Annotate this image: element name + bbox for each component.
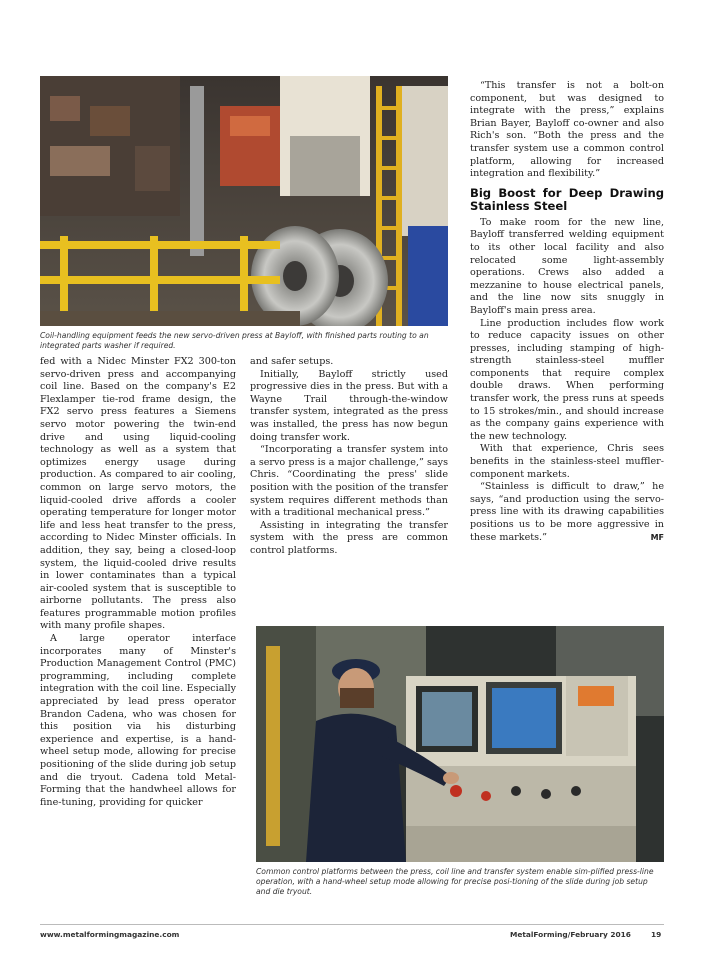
- photo-operator-control-panel: [256, 626, 664, 862]
- caption-bottom-photo: Common control platforms between the press, coil line and transfer system enable sim-plified press-line operation, with a hand-wheel setup mode allowing for precise posi-tioning of the slide during job setup and die tryout.: [256, 867, 654, 896]
- article-column-2: [250, 356, 448, 558]
- page-number: 19: [651, 930, 662, 939]
- paragraph: “This transfer is not a bolt-on component, but was designed to integrate with the press,” explains Brian Bayer, Bayloff co-owner and also Rich's son. “Both the press and the transfer system use a common control platform, allowing for increased integration and flexibility.”: [470, 80, 664, 180]
- paragraph: Initially, Bayloff strictly used progressive dies in the press. But with a Wayne Trail through-the-window transfer system, integrated as the press was installed, the press has now begun doing transfer work.: [250, 368, 448, 443]
- paragraph: With that experience, Chris sees benefits in the stainless-steel muffler-component markets.: [470, 443, 664, 480]
- paragraph: Line production includes flow work to reduce capacity issues on other presses, including stamping of high-strength stainless-steel muffler components that require complex double draws. When performing transfer work, the press runs at speeds to 15 strokes/min., and should increase as the company gains experience with the new technology.: [470, 317, 664, 442]
- footer-url: www.metalformingmagazine.com: [40, 930, 180, 939]
- paragraph: [470, 481, 664, 544]
- quote-text: “Stainless is difficult to draw,” he says, “and production using the servo-press line with its drawing capabilities positions us to be more aggressive in these markets.”: [470, 481, 664, 543]
- photo-press-coil-line: [40, 76, 448, 326]
- paragraph: To make room for the new line, Bayloff transferred welding equipment to its other local facility and also relocated some light-assembly operations. Crews also added a mezzanine to house electrical panels, and the line now sits snuggly in Bayloff's main press area.: [470, 216, 664, 316]
- caption-top-photo: Coil-handling equipment feeds the new servo-driven press at Bayloff, with finished parts routing to an integrated parts washer if required.: [40, 331, 429, 350]
- footer-issue: MetalForming/February 2016: [510, 930, 631, 939]
- article-column-1: [40, 356, 236, 809]
- end-mark: MF: [650, 532, 664, 542]
- section-heading: Big Boost for Deep Drawing Stainless Steel: [470, 185, 664, 214]
- paragraph: and safer setups.: [250, 356, 334, 367]
- paragraph: fed with a Nidec Minster FX2 300-ton servo-driven press and accompanying coil line. Based on the company's E2 Flexlamper tie-rod frame design, the FX2 servo press features a Siemens servo motor powering the twin-end drive and using liquid-cooling technology as well as a system that optimizes energy usage during production. As compared to air cooling, common on large servo motors, the liquid-cooled drive affords a cooler operating temperature for longer motor life and less heat transfer to the press, according to Nidec Minster officials. In addition, they say, being a closed-loop system, the liquid-cooled drive results in lower contaminates than a typical air-cooled system that is susceptible to airborne pollutants. The press also features programmable motion profiles with many profile shapes.: [40, 356, 236, 632]
- paragraph: Assisting in integrating the transfer system with the press are common control platforms.: [250, 519, 448, 556]
- article-column-3: [470, 80, 664, 544]
- paragraph: A large operator interface incorporates many of Minster's Production Management Control (PMC) programming, including complete integration with the coil line. Especially appreciated by lead press operator Brandon Cadena, who was chosen for this position via his disturbing experience and expertise, is a hand-wheel setup mode, allowing for precise positioning of the slide during job setup and die tryout. Cadena told Metal-Forming that the handwheel allows for fine-tuning, providing for quicker: [40, 633, 236, 808]
- paragraph: “Incorporating a transfer system into a servo press is a major challenge,” says Chris. “Coordinating the press' slide position with the position of the transfer system requires different methods than with a traditional mechanical press.”: [250, 444, 448, 519]
- footer-rule: [40, 924, 664, 925]
